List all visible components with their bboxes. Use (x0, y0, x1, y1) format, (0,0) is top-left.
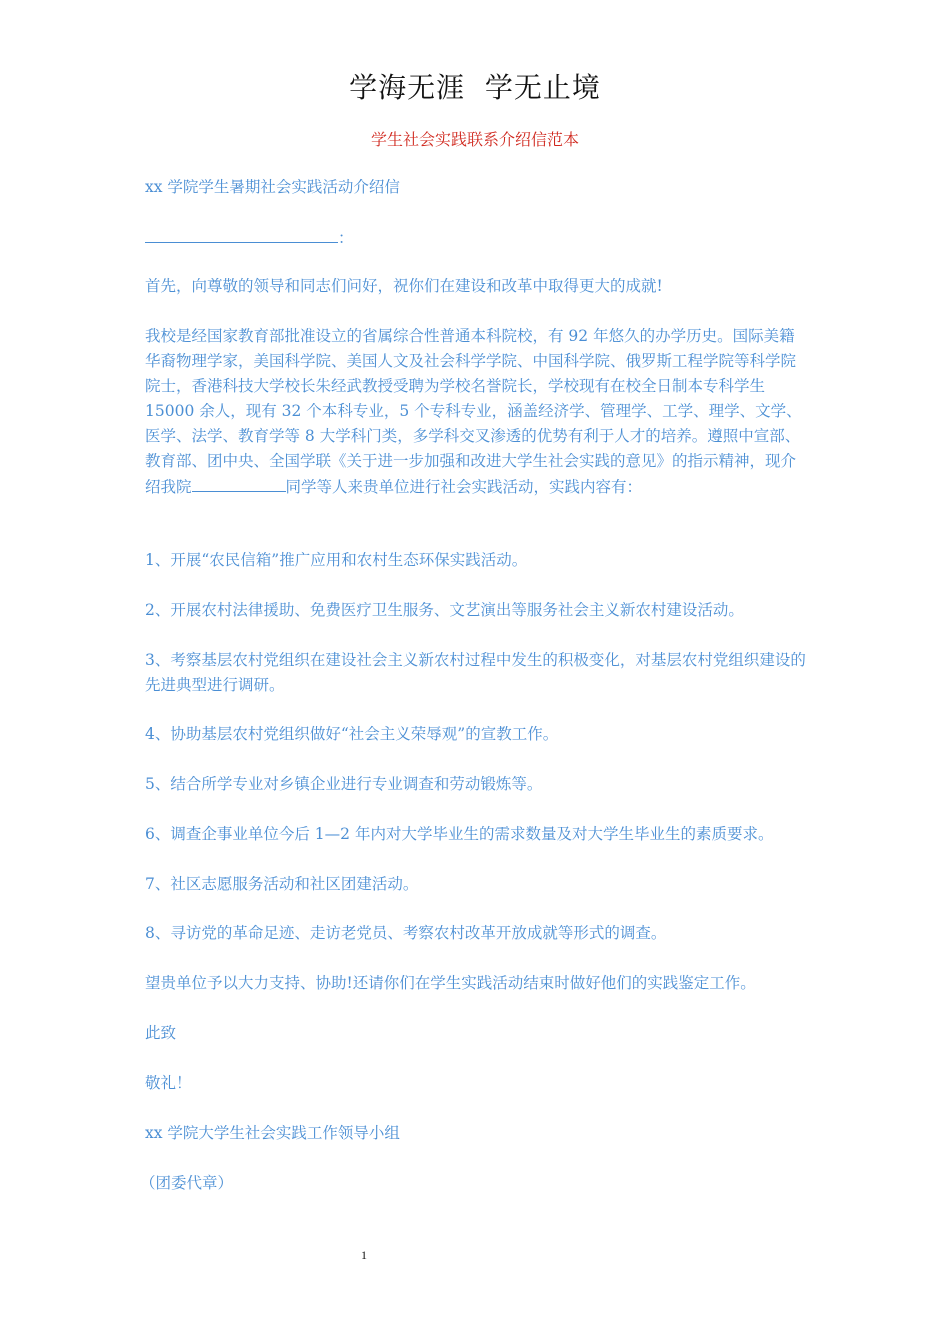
activity-item: 7、社区志愿服务活动和社区团建活动。 (145, 875, 419, 893)
closing-ci-zhi: 此致 (145, 1024, 177, 1042)
intro-text-part2: 同学等人来贵单位进行社会实践活动，实践内容有： (285, 478, 643, 496)
activity-item: 8、寻访党的革命足迹、走访老党员、考察农村改革开放成就等形式的调查。 (145, 924, 667, 942)
activity-item: 6、调查企事业单位今后 1—2 年内对大学毕业生的需求数量及对大学生毕业生的素质要求。 (145, 825, 774, 843)
recipient-blank (145, 225, 338, 243)
stamp-note: （团委代章） (140, 1174, 234, 1192)
activity-item: 5、结合所学专业对乡镇企业进行专业调查和劳动锻炼等。 (145, 775, 543, 793)
page-number: 1 (361, 1248, 367, 1262)
intro-paragraph (145, 324, 807, 500)
closing-request: 望贵单位予以大力支持、协助!还请你们在学生实践活动结束时做好他们的实践鉴定工作。 (145, 974, 756, 992)
activity-item: 1、开展“农民信箱”推广应用和农村生态环保实践活动。 (145, 551, 528, 569)
signature-organization: xx 学院大学生社会实践工作领导小组 (145, 1124, 400, 1142)
header-title: 学海无涯 学无止境 (349, 71, 601, 104)
activity-item: 3、考察基层农村党组织在建设社会主义新农村过程中发生的积极变化，对基层农村党组织建设的先进典型进行调研。 (145, 651, 806, 694)
student-name-blank (192, 474, 286, 492)
activity-item: 4、协助基层农村党组织做好“社会主义荣辱观”的宣教工作。 (145, 725, 559, 743)
letter-subject: xx 学院学生暑期社会实践活动介绍信 (145, 178, 400, 196)
salutation-line (145, 225, 807, 251)
document-title: 学生社会实践联系介绍信范本 (370, 130, 579, 149)
closing-jing-li: 敬礼！ (145, 1074, 192, 1092)
intro-text-part1: 我校是经国家教育部批准设立的省属综合性普通本科院校，有 92 年悠久的办学历史。国际美籍华裔物理学家，美国科学院、美国人文及社会科学学院、中国科学院、俄罗斯工程学院等科学院院士，香港科技大学校长朱经武教授受聘为学校名誉院长，学校现有在校全日制本专科学生 15000 余人，现有 32 个本科专业，5 个专科专业，涵盖经济学、管理学、工学、理学、文学、医学、法学、教育学等 8 大学科门类，多学科交叉渗透的优势有利于人才的培养。遵照中宣部、教育部、团中央、全国学联《关于进一步加强和改进大学生社会实践的意见》的指示精神，现介绍我院 (145, 327, 802, 496)
activity-item: 2、开展农村法律援助、免费医疗卫生服务、文艺演出等服务社会主义新农村建设活动。 (145, 601, 744, 619)
salutation-colon: ： (338, 229, 354, 247)
greeting-paragraph: 首先，向尊敬的领导和同志们问好，祝你们在建设和改革中取得更大的成就! (145, 277, 663, 295)
